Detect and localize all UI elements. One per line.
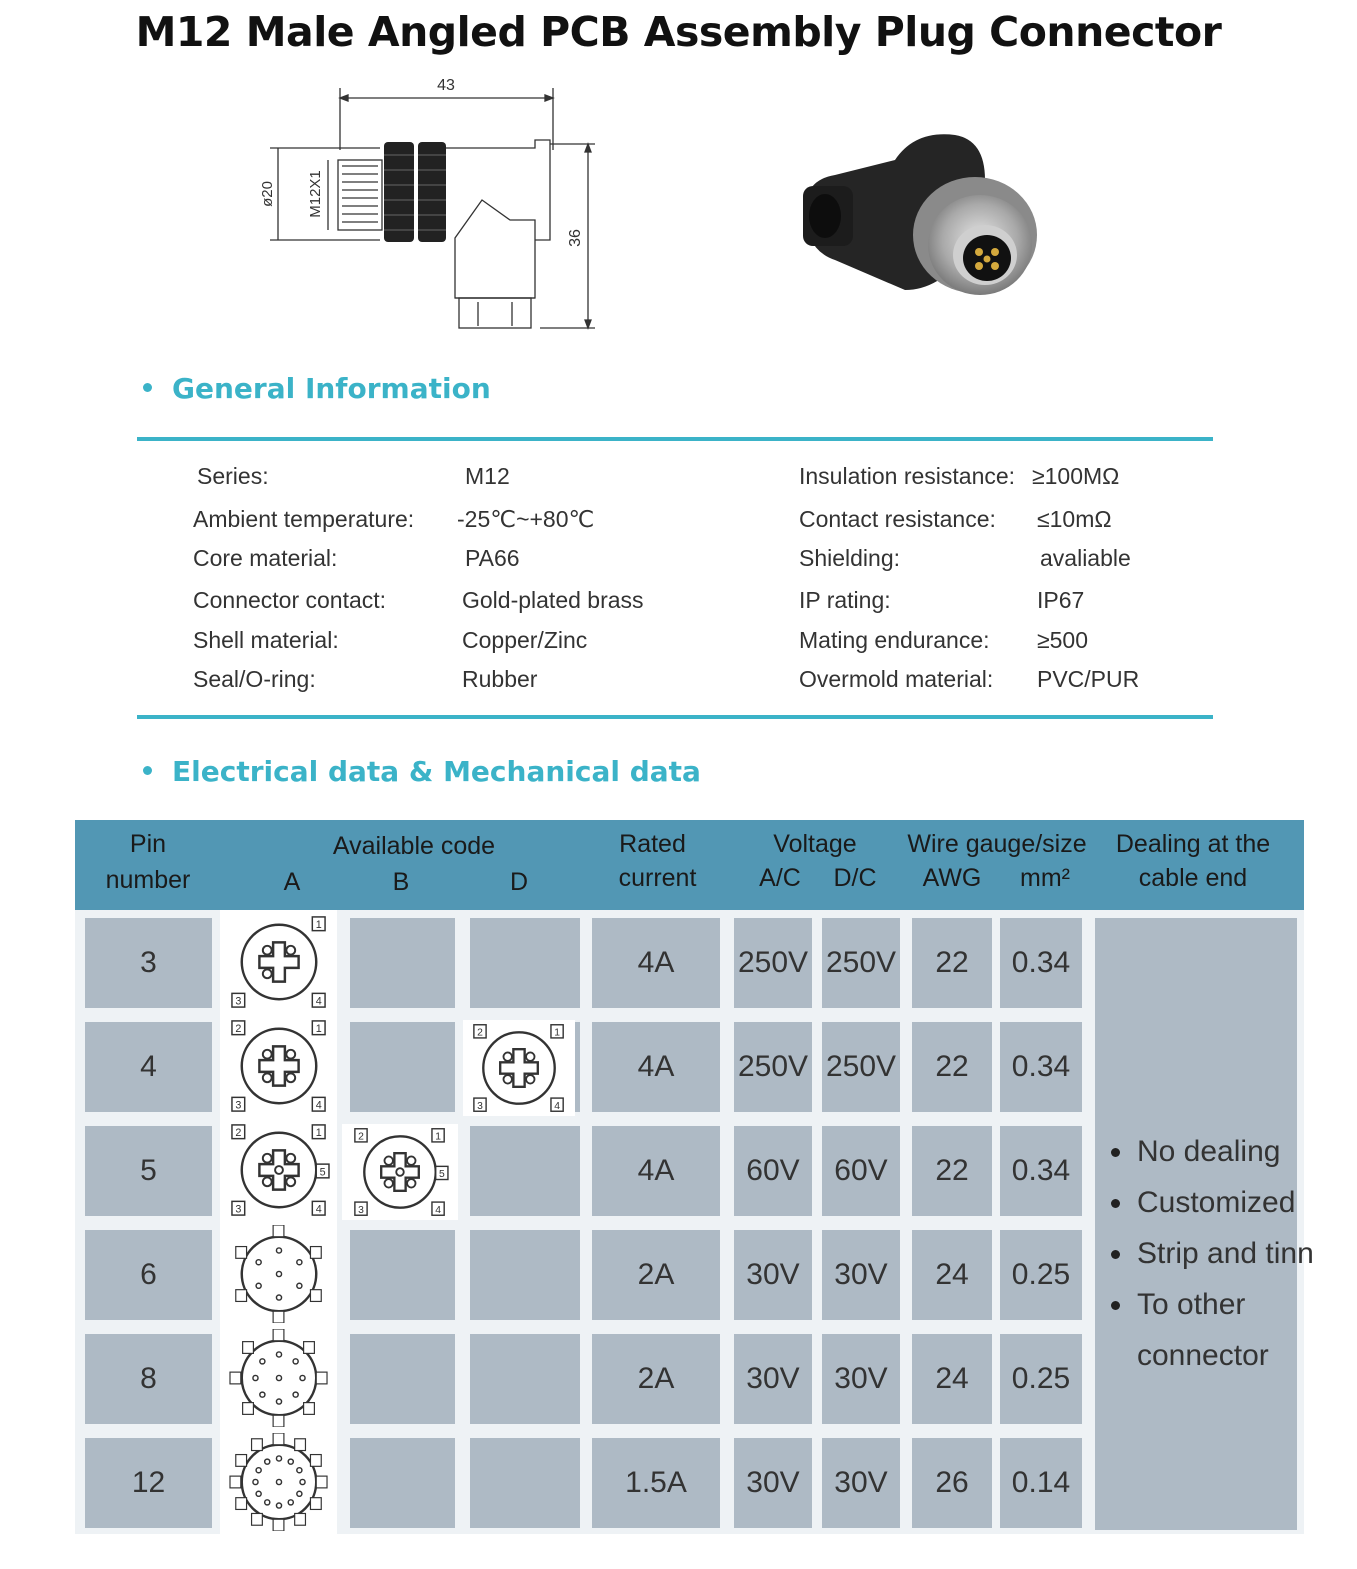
info-value: M12 — [465, 463, 510, 489]
th-rated-current: current — [618, 864, 697, 892]
rated-current-cell: 2A — [592, 1334, 720, 1424]
awg-cell: 22 — [912, 1022, 992, 1112]
code-b-cell — [350, 1230, 455, 1320]
code-b-cell — [350, 1022, 455, 1112]
awg-cell: 26 — [912, 1438, 992, 1528]
mm2-cell: 0.25 — [1000, 1334, 1082, 1424]
code-b-cell — [350, 918, 455, 1008]
pin-number-cell: 6 — [85, 1230, 212, 1320]
info-value: -25℃~+80℃ — [457, 506, 595, 532]
info-value: avaliable — [1040, 545, 1131, 571]
info-label: Shielding: — [799, 545, 901, 571]
th-wire-gauge: Wire gauge/size — [907, 830, 1087, 858]
voltage-ac-cell: 250V — [734, 1022, 812, 1112]
voltage-dc-cell: 30V — [822, 1438, 900, 1528]
pin-layout-icon — [467, 1021, 571, 1115]
info-label: Shell material: — [193, 627, 339, 653]
info-value: ≥100MΩ — [1032, 463, 1120, 489]
code-a-cell — [220, 910, 337, 1014]
code-b-cell — [350, 1334, 455, 1424]
dealing-option: Customized — [1103, 1177, 1337, 1228]
product-photo — [795, 120, 1055, 310]
info-label: IP rating: — [799, 587, 891, 613]
table-header — [75, 820, 1304, 910]
svg-text:2: 2 — [234, 1023, 241, 1036]
info-value: IP67 — [1037, 587, 1085, 613]
info-label: Connector contact: — [193, 587, 387, 613]
pin-layout-icon — [225, 1225, 333, 1323]
code-a-cell — [220, 1430, 337, 1534]
svg-text:3: 3 — [234, 995, 241, 1008]
info-label: Core material: — [193, 545, 338, 571]
page-title: M12 Male Angled PCB Assembly Plug Connector — [135, 8, 1222, 56]
svg-text:1: 1 — [435, 1131, 441, 1143]
voltage-ac-cell: 30V — [734, 1438, 812, 1528]
dim-diameter-label: ø20 — [259, 181, 276, 207]
code-d-diagram — [463, 1020, 575, 1116]
pin-layout-icon — [225, 1329, 333, 1427]
svg-text:3: 3 — [234, 1099, 241, 1112]
svg-text:2: 2 — [477, 1027, 483, 1039]
pin-layout-icon — [346, 1125, 454, 1219]
th-voltage-ac: A/C — [759, 864, 801, 892]
code-b-diagram — [342, 1124, 458, 1220]
info-label: Insulation resistance: — [799, 463, 1016, 489]
voltage-dc-cell: 250V — [822, 918, 900, 1008]
info-value: Rubber — [462, 666, 538, 692]
info-label: Seal/O-ring: — [193, 666, 316, 692]
th-pin: Pin — [129, 830, 167, 858]
svg-text:2: 2 — [234, 1127, 241, 1140]
code-d-cell — [470, 1438, 580, 1528]
info-label: Overmold material: — [799, 666, 994, 692]
rated-current-cell: 1.5A — [592, 1438, 720, 1528]
dealing-cell — [1095, 918, 1314, 1530]
info-label: Series: — [197, 463, 269, 489]
info-value: PVC/PUR — [1037, 666, 1140, 692]
svg-text:1: 1 — [315, 919, 322, 932]
th-mm2: mm² — [1020, 864, 1070, 892]
info-label: Ambient temperature: — [193, 506, 415, 532]
awg-cell: 22 — [912, 918, 992, 1008]
pin-number-cell: 5 — [85, 1126, 212, 1216]
voltage-ac-cell: 30V — [734, 1230, 812, 1320]
mm2-cell: 0.25 — [1000, 1230, 1082, 1320]
svg-text:4: 4 — [315, 1099, 322, 1112]
rated-current-cell: 4A — [592, 918, 720, 1008]
mm2-cell: 0.34 — [1000, 1022, 1082, 1112]
code-b-cell — [350, 1438, 455, 1528]
voltage-ac-cell: 60V — [734, 1126, 812, 1216]
th-voltage: Voltage — [773, 830, 857, 858]
awg-cell: 24 — [912, 1334, 992, 1424]
voltage-ac-cell: 30V — [734, 1334, 812, 1424]
info-label: Mating endurance: — [799, 627, 990, 653]
dealing-option: No dealing — [1103, 1126, 1337, 1177]
pin-layout-icon — [225, 1017, 333, 1115]
voltage-dc-cell: 30V — [822, 1334, 900, 1424]
mm2-cell: 0.34 — [1000, 1126, 1082, 1216]
code-d-cell — [470, 1334, 580, 1424]
svg-text:4: 4 — [315, 995, 322, 1008]
th-dealing: Dealing at the — [1115, 830, 1271, 858]
info-value: Gold-plated brass — [462, 587, 644, 613]
awg-cell: 24 — [912, 1230, 992, 1320]
th-available-code: Available code — [332, 832, 496, 860]
svg-text:5: 5 — [319, 1166, 326, 1179]
section-divider — [137, 715, 1213, 719]
spec-table — [75, 820, 1314, 1534]
svg-text:5: 5 — [438, 1169, 445, 1181]
svg-text:1: 1 — [315, 1127, 322, 1140]
pin-number-cell: 12 — [85, 1438, 212, 1528]
svg-text:4: 4 — [315, 1203, 322, 1216]
pin-number-cell: 4 — [85, 1022, 212, 1112]
svg-text:3: 3 — [477, 1100, 483, 1112]
th-code-d: D — [509, 868, 529, 896]
svg-text:4: 4 — [554, 1100, 560, 1112]
code-d-cell — [470, 918, 580, 1008]
dim-height-label: 36 — [567, 229, 584, 247]
th-code-b: B — [392, 868, 410, 896]
info-label: Contact resistance: — [799, 506, 996, 532]
code-a-cell — [220, 1118, 337, 1222]
mm2-cell: 0.34 — [1000, 918, 1082, 1008]
voltage-dc-cell: 250V — [822, 1022, 900, 1112]
pin-number-cell: 3 — [85, 918, 212, 1008]
th-rated: Rated — [619, 830, 686, 858]
info-value: ≤10mΩ — [1037, 506, 1112, 532]
rated-current-cell: 4A — [592, 1022, 720, 1112]
mm2-cell: 0.14 — [1000, 1438, 1082, 1528]
code-d-cell — [470, 1126, 580, 1216]
info-value: PA66 — [465, 545, 520, 571]
voltage-ac-cell: 250V — [734, 918, 812, 1008]
bullet-icon — [143, 383, 152, 392]
technical-drawing — [250, 70, 610, 340]
th-pin-number: number — [105, 866, 191, 894]
rated-current-cell: 4A — [592, 1126, 720, 1216]
section-divider — [137, 437, 1213, 441]
voltage-dc-cell: 30V — [822, 1230, 900, 1320]
dim-thread-label: M12X1 — [307, 170, 324, 218]
code-a-cell — [220, 1014, 337, 1118]
dim-width-label: 43 — [437, 77, 455, 94]
pin-layout-icon — [225, 913, 333, 1011]
svg-text:1: 1 — [315, 1023, 322, 1036]
code-a-cell — [220, 1326, 337, 1430]
code-a-cell — [220, 1222, 337, 1326]
rated-current-cell: 2A — [592, 1230, 720, 1320]
general-info-heading: General Information — [143, 372, 491, 405]
info-value: Copper/Zinc — [462, 627, 588, 653]
th-awg: AWG — [922, 864, 982, 892]
pin-layout-icon — [225, 1121, 333, 1219]
dealing-option: To other connector — [1103, 1279, 1337, 1381]
voltage-dc-cell: 60V — [822, 1126, 900, 1216]
electrical-data-heading: Electrical data & Mechanical data — [143, 755, 701, 788]
pin-number-cell: 8 — [85, 1334, 212, 1424]
th-dealing-cable-end: cable end — [1138, 864, 1248, 892]
th-voltage-dc: D/C — [833, 864, 877, 892]
bullet-icon — [143, 766, 152, 775]
svg-text:1: 1 — [554, 1027, 560, 1039]
svg-text:2: 2 — [358, 1131, 364, 1143]
svg-text:3: 3 — [234, 1203, 241, 1216]
table-body — [75, 910, 1314, 1534]
svg-text:4: 4 — [435, 1204, 441, 1216]
svg-text:3: 3 — [358, 1204, 364, 1216]
dealing-option: Strip and tinn — [1103, 1228, 1337, 1279]
code-d-cell — [470, 1230, 580, 1320]
dealing-list — [1103, 1126, 1337, 1381]
th-code-a: A — [283, 868, 301, 896]
info-value: ≥500 — [1037, 627, 1088, 653]
pin-layout-icon — [225, 1433, 333, 1531]
awg-cell: 22 — [912, 1126, 992, 1216]
